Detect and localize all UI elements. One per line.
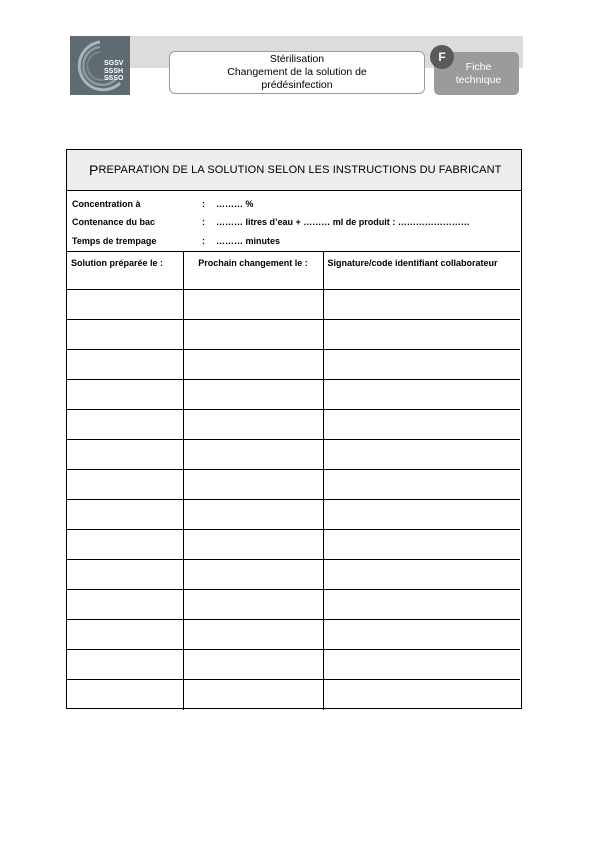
field-value[interactable]: ……… litres d’eau + ……… ml de produit : …………………… <box>216 217 470 227</box>
logo-line: SSSO <box>104 75 124 82</box>
field-label: Temps de trempage <box>72 236 157 246</box>
table-cell[interactable] <box>323 590 520 620</box>
log-table <box>67 251 520 710</box>
table-cell[interactable] <box>323 560 520 590</box>
table-cell[interactable] <box>183 320 323 350</box>
table-row <box>67 650 520 680</box>
table-row <box>67 560 520 590</box>
table-cell[interactable] <box>67 680 183 710</box>
table-cell[interactable] <box>183 470 323 500</box>
table-cell[interactable] <box>183 620 323 650</box>
table-cell[interactable] <box>183 680 323 710</box>
table-cell[interactable] <box>67 410 183 440</box>
table-row <box>67 470 520 500</box>
table-cell[interactable] <box>323 410 520 440</box>
field-colon: : <box>202 236 205 246</box>
table-cell[interactable] <box>183 500 323 530</box>
table-cell[interactable] <box>67 620 183 650</box>
field-colon: : <box>202 199 205 209</box>
table-row <box>67 500 520 530</box>
column-header: Prochain changement le : <box>183 252 323 290</box>
table-row <box>67 530 520 560</box>
table-cell[interactable] <box>183 650 323 680</box>
field-label: Concentration à <box>72 199 141 209</box>
table-cell[interactable] <box>323 380 520 410</box>
field-colon: : <box>202 217 205 227</box>
field-label: Contenance du bac <box>72 217 156 227</box>
column-header: Solution préparée le : <box>67 252 183 290</box>
table-cell[interactable] <box>67 380 183 410</box>
table-row <box>67 590 520 620</box>
table-cell[interactable] <box>323 470 520 500</box>
table-row <box>67 440 520 470</box>
table-cell[interactable] <box>67 590 183 620</box>
column-header: Signature/code identifiant collaborateur <box>323 252 520 290</box>
table-cell[interactable] <box>67 320 183 350</box>
table-cell[interactable] <box>67 650 183 680</box>
sgsv-logo <box>70 36 130 95</box>
table-cell[interactable] <box>183 350 323 380</box>
table-cell[interactable] <box>323 500 520 530</box>
table-cell[interactable] <box>67 560 183 590</box>
logo-line: SGSV <box>104 60 124 67</box>
table-cell[interactable] <box>183 590 323 620</box>
table-row <box>67 350 520 380</box>
table-cell[interactable] <box>323 320 520 350</box>
table-cell[interactable] <box>67 440 183 470</box>
table-cell[interactable] <box>67 500 183 530</box>
table-cell[interactable] <box>323 650 520 680</box>
table-row <box>67 680 520 710</box>
table-row <box>67 290 520 320</box>
heading-initial: P <box>89 162 99 178</box>
preparation-form <box>66 149 522 709</box>
logo-line: SSSH <box>104 67 124 75</box>
table-cell[interactable] <box>67 470 183 500</box>
fiche-label-line: Fiche <box>465 60 492 73</box>
table-cell[interactable] <box>323 530 520 560</box>
table-cell[interactable] <box>323 290 520 320</box>
table-row <box>67 380 520 410</box>
table-cell[interactable] <box>67 530 183 560</box>
table-row <box>67 620 520 650</box>
table-cell[interactable] <box>67 290 183 320</box>
fiche-label-line: technique <box>455 73 502 86</box>
table-cell[interactable] <box>183 380 323 410</box>
table-cell[interactable] <box>183 440 323 470</box>
form-heading <box>67 150 521 191</box>
title-line: prédésinfection <box>261 79 333 91</box>
document-title <box>169 51 425 94</box>
section-letter-badge: F <box>430 45 454 69</box>
title-line: Changement de la solution de <box>227 66 367 78</box>
table-cell[interactable] <box>183 410 323 440</box>
table-row <box>67 410 520 440</box>
table-cell[interactable] <box>323 680 520 710</box>
title-line: Stérilisation <box>269 53 325 65</box>
table-row <box>67 320 520 350</box>
table-cell[interactable] <box>183 560 323 590</box>
table-cell[interactable] <box>67 350 183 380</box>
table-cell[interactable] <box>183 290 323 320</box>
field-value[interactable]: ……… minutes <box>216 236 281 246</box>
table-cell[interactable] <box>323 440 520 470</box>
table-cell[interactable] <box>323 350 520 380</box>
heading-text: REPARATION DE LA SOLUTION SELON LES INSTRUCTIONS DU FABRICANT <box>98 164 502 176</box>
field-value[interactable]: ……… % <box>216 199 254 209</box>
table-cell[interactable] <box>323 620 520 650</box>
table-cell[interactable] <box>183 530 323 560</box>
table-header-row <box>67 252 520 290</box>
logo-text <box>104 60 123 83</box>
